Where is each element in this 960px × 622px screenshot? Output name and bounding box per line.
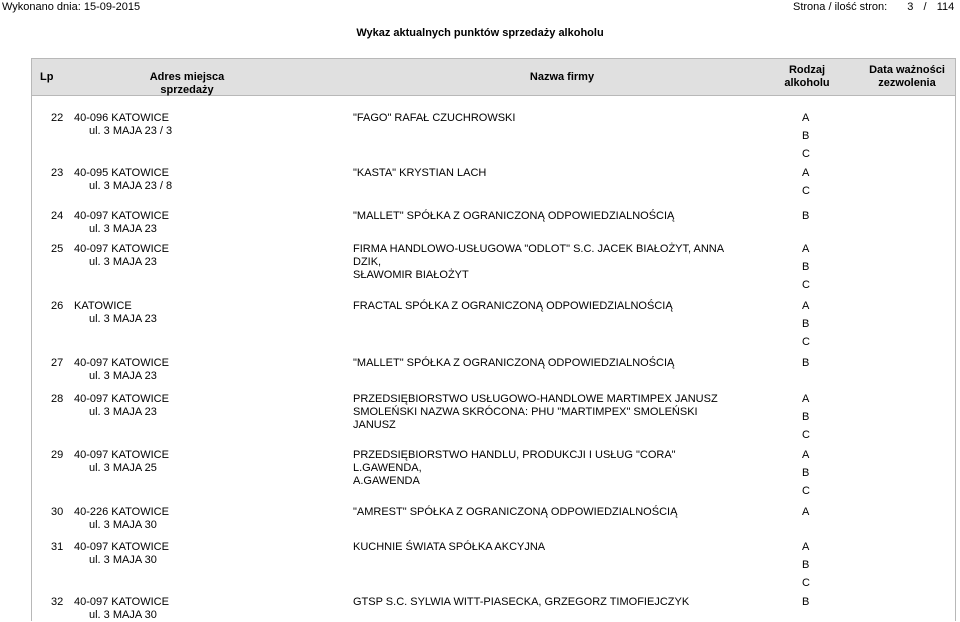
- alcohol-type: C: [802, 485, 810, 497]
- company-cell: [353, 300, 733, 313]
- address-street: ul. 3 MAJA 23: [89, 223, 157, 235]
- alcohol-types-cell: [802, 300, 810, 354]
- address-cell: [74, 541, 169, 567]
- alcohol-type: A: [802, 243, 810, 255]
- alcohol-types-cell: [802, 112, 810, 166]
- address-cell: [74, 506, 169, 532]
- address-city: 40-097 KATOWICE: [74, 210, 169, 222]
- address-street: ul. 3 MAJA 30: [89, 609, 157, 621]
- row-number: 31: [51, 541, 64, 553]
- address-street: ul. 3 MAJA 23 / 3: [89, 125, 173, 137]
- company-name-line1: KUCHNIE ŚWIATA SPÓŁKA AKCYJNA: [353, 541, 546, 553]
- company-name-line1: "FAGO" RAFAŁ CZUCHROWSKI: [353, 112, 516, 124]
- company-cell: [353, 210, 733, 223]
- address-cell: [74, 167, 172, 193]
- address-city: KATOWICE: [74, 300, 132, 312]
- page-counter-label: Strona / ilość stron:: [793, 1, 888, 13]
- alcohol-types-cell: [802, 210, 809, 228]
- address-city: 40-096 KATOWICE: [74, 112, 169, 124]
- address-street: ul. 3 MAJA 23 / 8: [89, 180, 173, 192]
- table-body: [31, 96, 956, 621]
- company-cell: [353, 112, 733, 125]
- company-name-line1: GTSP S.C. SYLWIA WITT-PIASECKA, GRZEGORZ TIMOFIEJCZYK: [353, 596, 690, 608]
- page-current: 3: [907, 1, 914, 13]
- address-city: 40-226 KATOWICE: [74, 506, 169, 518]
- company-name-line1: FRACTAL SPÓŁKA Z OGRANICZONĄ ODPOWIEDZIALNOŚCIĄ: [353, 300, 673, 312]
- column-header-permit-date: [867, 64, 947, 90]
- alcohol-type: B: [802, 596, 810, 608]
- column-header-alcohol-type-line2: alkoholu: [784, 77, 830, 89]
- alcohol-type: A: [802, 112, 810, 124]
- address-city: 40-097 KATOWICE: [74, 357, 169, 369]
- address-city: 40-097 KATOWICE: [74, 243, 169, 255]
- address-street: ul. 3 MAJA 30: [89, 519, 157, 531]
- address-city: 40-097 KATOWICE: [74, 393, 169, 405]
- column-header-lp: Lp: [40, 71, 54, 83]
- row-number: 30: [51, 506, 64, 518]
- report-title: Wykaz aktualnych punktów sprzedaży alkoholu: [356, 27, 604, 39]
- alcohol-type: B: [802, 559, 810, 571]
- address-cell: [74, 357, 169, 383]
- alcohol-types-cell: [802, 449, 810, 503]
- page-total: 114: [936, 1, 955, 13]
- company-cell: [353, 167, 733, 180]
- company-cell: [353, 243, 733, 282]
- company-cell: [353, 541, 733, 554]
- alcohol-type: A: [802, 167, 810, 179]
- alcohol-types-cell: [802, 596, 809, 614]
- page-separator: /: [923, 1, 927, 13]
- alcohol-type: B: [802, 411, 810, 423]
- table-header: [31, 58, 956, 96]
- address-cell: [74, 393, 169, 419]
- alcohol-type: A: [802, 300, 810, 312]
- column-header-permit-date-line1: Data ważności: [869, 64, 945, 76]
- alcohol-type: C: [802, 336, 810, 348]
- alcohol-type: B: [802, 467, 810, 479]
- company-cell: [353, 357, 733, 370]
- alcohol-type: A: [802, 541, 810, 553]
- address-city: 40-097 KATOWICE: [74, 596, 169, 608]
- company-name-line2: SŁAWOMIR BIAŁOŻYT: [353, 269, 469, 281]
- column-header-alcohol-type: [777, 64, 837, 90]
- row-number: 27: [51, 357, 64, 369]
- address-cell: [74, 596, 169, 622]
- row-number: 24: [51, 210, 64, 222]
- company-name-line1: "AMREST" SPÓŁKA Z OGRANICZONĄ ODPOWIEDZIALNOŚCIĄ: [353, 506, 678, 518]
- company-name-line1: "MALLET" SPÓŁKA Z OGRANICZONĄ ODPOWIEDZIALNOŚCIĄ: [353, 357, 675, 369]
- company-name-line1: "KASTA" KRYSTIAN LACH: [353, 167, 487, 179]
- alcohol-type: A: [802, 449, 810, 461]
- row-number: 26: [51, 300, 64, 312]
- alcohol-type: A: [802, 506, 810, 518]
- company-name-line1: PRZEDSIĘBIORSTWO USŁUGOWO-HANDLOWE MARTIMPEX JANUSZ: [353, 393, 718, 405]
- alcohol-types-cell: [802, 541, 810, 595]
- alcohol-types-cell: [802, 506, 809, 524]
- address-cell: [74, 210, 169, 236]
- address-cell: [74, 300, 157, 326]
- address-city: 40-095 KATOWICE: [74, 167, 169, 179]
- column-header-permit-date-line2: zezwolenia: [878, 77, 936, 89]
- company-name-line1: PRZEDSIĘBIORSTWO HANDLU, PRODUKCJI I USŁUG "CORA" L.GAWENDA,: [353, 449, 676, 474]
- alcohol-type: B: [802, 261, 810, 273]
- address-city: 40-097 KATOWICE: [74, 449, 169, 461]
- address-street: ul. 3 MAJA 23: [89, 256, 157, 268]
- alcohol-type: B: [802, 210, 810, 222]
- company-cell: [353, 506, 733, 519]
- alcohol-type: B: [802, 318, 810, 330]
- alcohol-type: C: [802, 148, 810, 160]
- company-name-line2: A.GAWENDA: [353, 475, 420, 487]
- company-name-line1: FIRMA HANDLOWO-USŁUGOWA "ODLOT" S.C. JACEK BIAŁOŻYT, ANNA DZIK,: [353, 243, 724, 268]
- address-city: 40-097 KATOWICE: [74, 541, 169, 553]
- company-cell: [353, 393, 733, 432]
- alcohol-type: A: [802, 393, 810, 405]
- alcohol-type: C: [802, 279, 810, 291]
- company-name-line2: SMOLEŃSKI NAZWA SKRÓCONA: PHU "MARTIMPEX" SMOLEŃSKI JANUSZ: [353, 406, 698, 431]
- company-name-line1: "MALLET" SPÓŁKA Z OGRANICZONĄ ODPOWIEDZIALNOŚCIĄ: [353, 210, 675, 222]
- generated-date: Wykonano dnia: 15-09-2015: [2, 1, 141, 13]
- alcohol-types-cell: [802, 357, 809, 375]
- column-header-address: Adres miejsca sprzedaży: [149, 71, 225, 96]
- alcohol-type: C: [802, 429, 810, 441]
- address-street: ul. 3 MAJA 23: [89, 313, 157, 325]
- alcohol-type: B: [802, 130, 810, 142]
- alcohol-types-cell: [802, 393, 810, 447]
- company-cell: [353, 449, 733, 488]
- address-cell: [74, 112, 172, 138]
- company-cell: [353, 596, 733, 609]
- address-street: ul. 3 MAJA 23: [89, 406, 157, 418]
- row-number: 32: [51, 596, 64, 608]
- alcohol-types-cell: [802, 243, 810, 297]
- address-street: ul. 3 MAJA 23: [89, 370, 157, 382]
- address-street: ul. 3 MAJA 25: [89, 462, 157, 474]
- alcohol-type: B: [802, 357, 810, 369]
- row-number: 28: [51, 393, 64, 405]
- row-number: 25: [51, 243, 64, 255]
- row-number: 22: [51, 112, 64, 124]
- address-cell: [74, 449, 169, 475]
- alcohol-type: C: [802, 185, 810, 197]
- row-number: 23: [51, 167, 64, 179]
- address-cell: [74, 243, 169, 269]
- alcohol-type: C: [802, 577, 810, 589]
- address-street: ul. 3 MAJA 30: [89, 554, 157, 566]
- row-number: 29: [51, 449, 64, 461]
- page-counter: [793, 1, 954, 13]
- alcohol-types-cell: [802, 167, 810, 203]
- column-header-company: Nazwa firmy: [529, 71, 595, 83]
- column-header-alcohol-type-line1: Rodzaj: [788, 64, 826, 76]
